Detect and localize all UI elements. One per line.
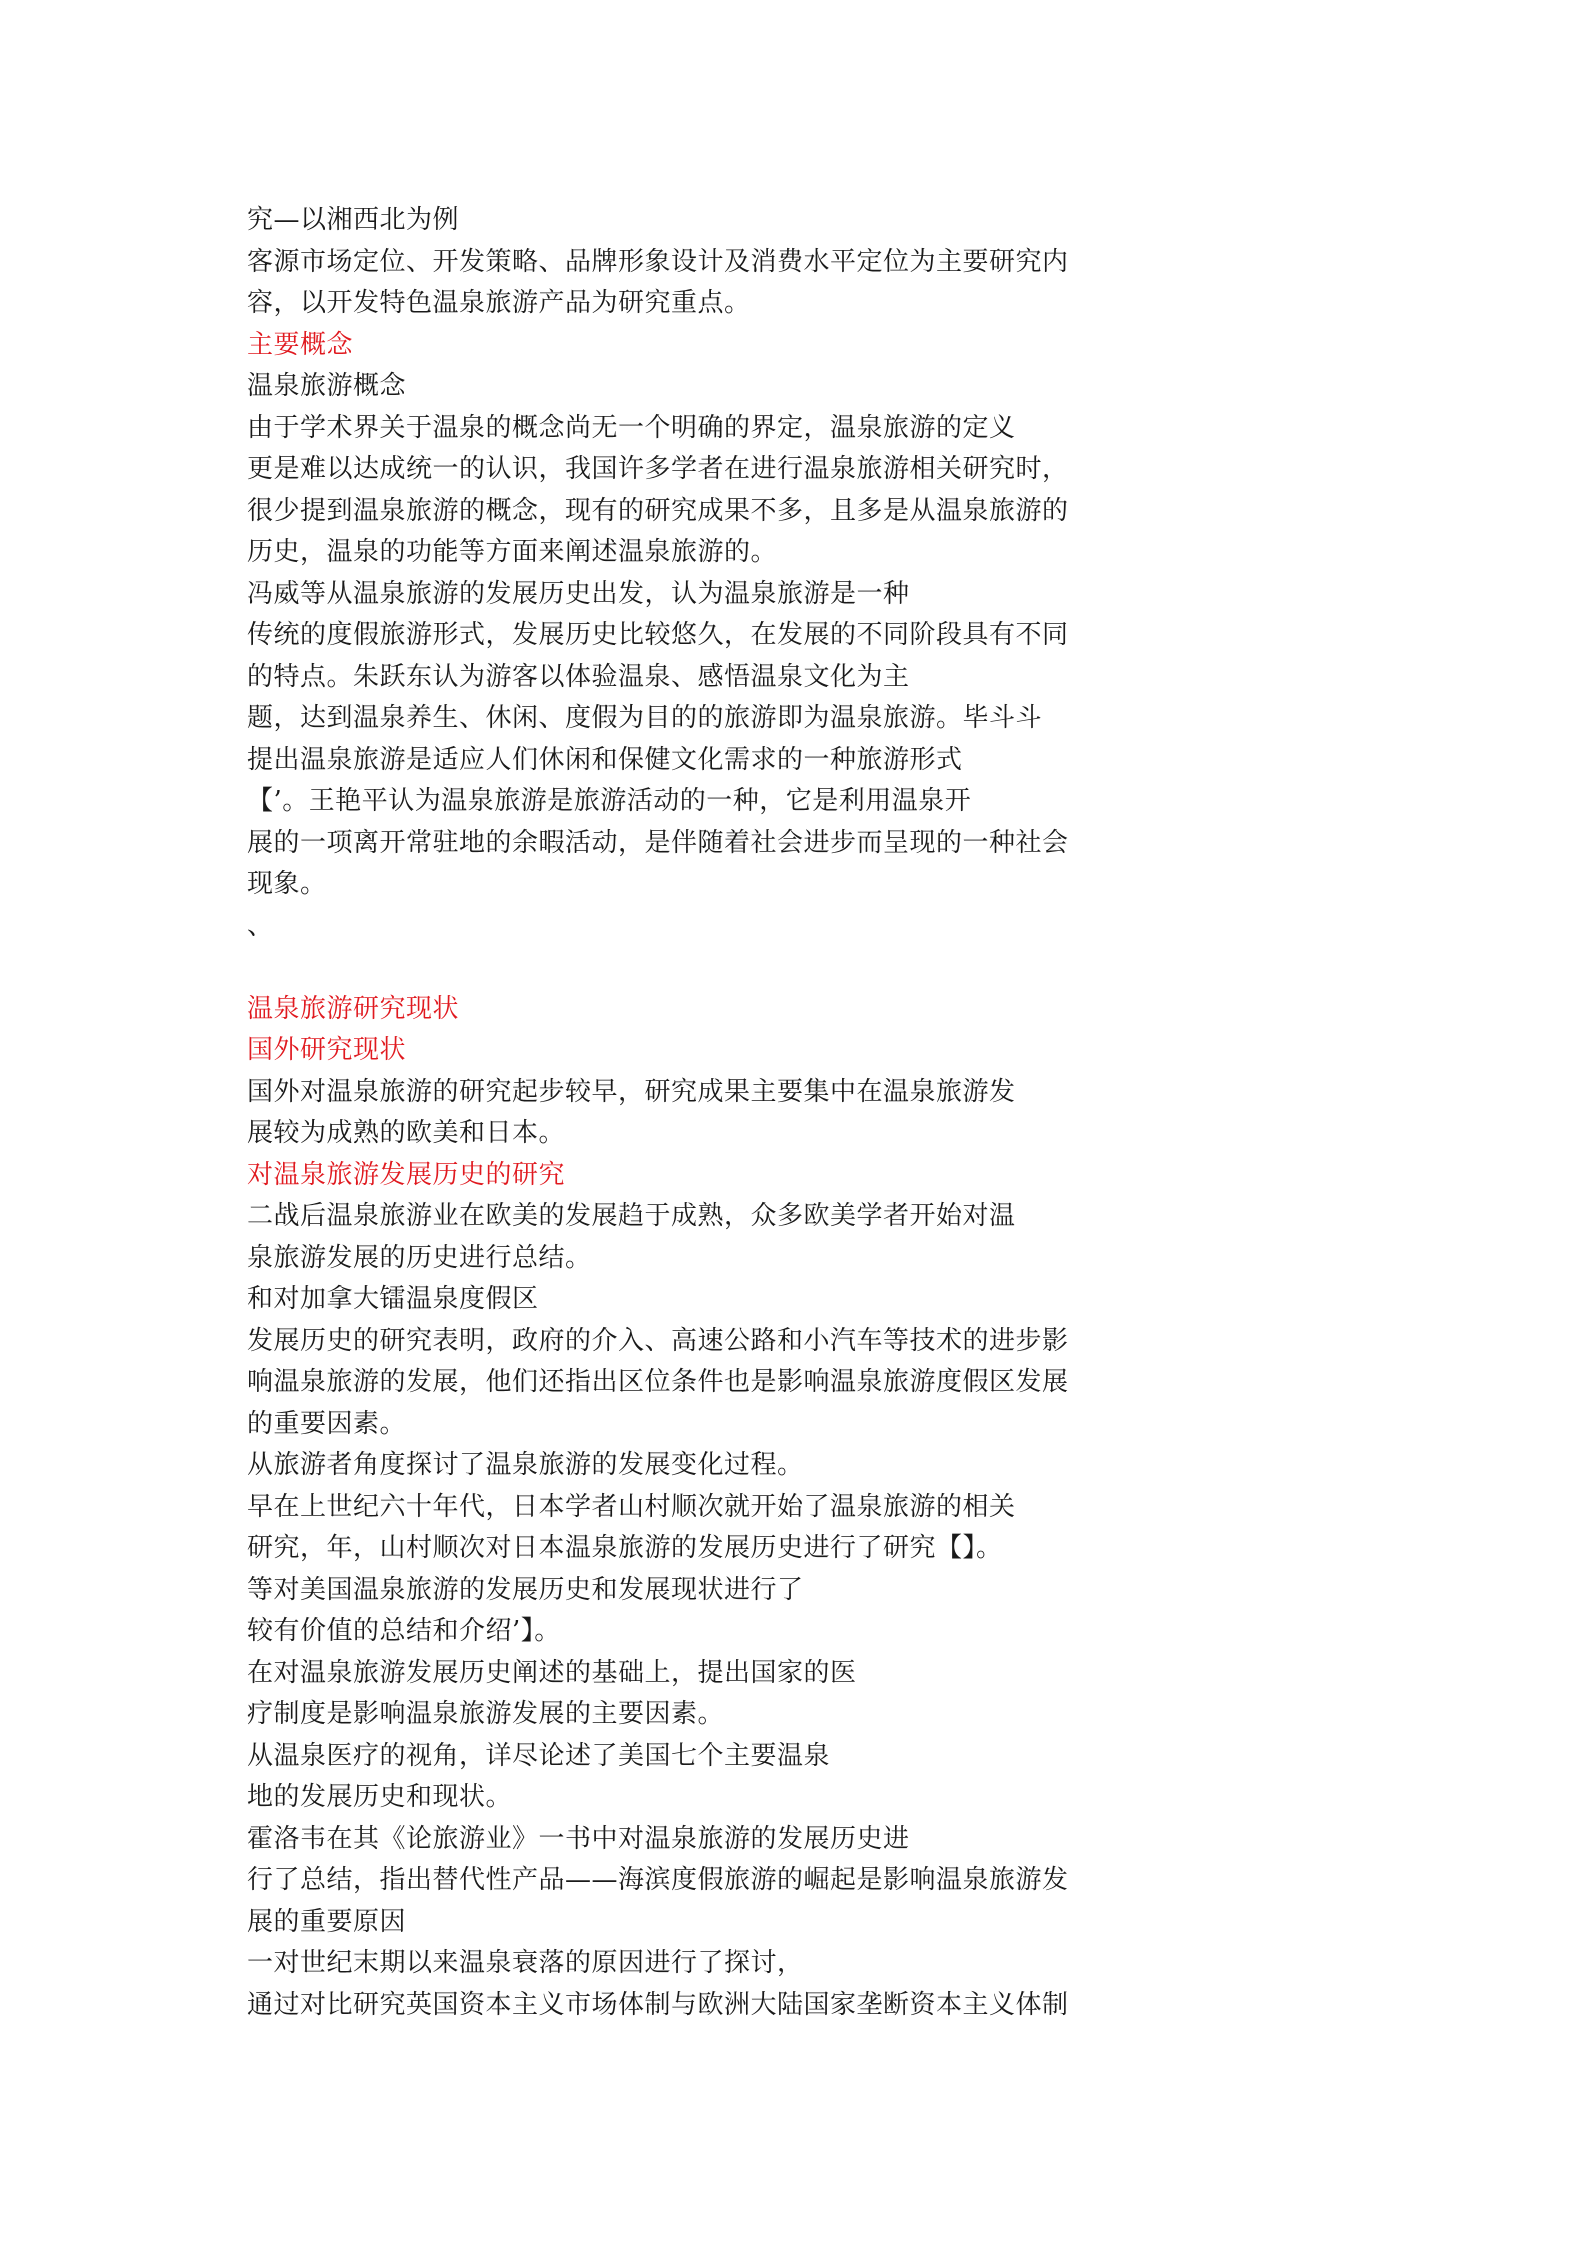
section-heading: 对温泉旅游发展历史的研究 — [247, 1159, 566, 1190]
text-line: 较有价值的总结和介绍’】。 — [247, 1616, 561, 1646]
text-line: 展较为成熟的欧美和日本。 — [247, 1118, 566, 1148]
text-line: 霍洛韦在其《论旅游业》一书中对温泉旅游的发展历史进 — [247, 1823, 910, 1854]
text-line: 等对美国温泉旅游的发展历史和发展现状进行了 — [247, 1574, 804, 1605]
section-heading: 主要概念 — [247, 329, 354, 360]
text-line: 展的一项离开常驻地的余暇活动，是伴随着社会进步而呈现的一种社会 — [247, 827, 1069, 858]
text-line: 行了总结，指出替代性产品——海滨度假旅游的崛起是影响温泉旅游发 — [247, 1865, 1069, 1895]
text-line: 疗制度是影响温泉旅游发展的主要因素。 — [247, 1699, 725, 1729]
text-line: 容，以开发特色温泉旅游产品为研究重点。 — [247, 288, 751, 318]
text-line: 二战后温泉旅游业在欧美的发展趋于成熟，众多欧美学者开始对温 — [247, 1201, 1016, 1231]
text-line: 由于学术界关于温泉的概念尚无一个明确的界定，温泉旅游的定义 — [247, 412, 1016, 443]
text-line: 和对加拿大镭温泉度假区 — [247, 1284, 539, 1314]
text-line: 从旅游者角度探讨了温泉旅游的发展变化过程。 — [247, 1450, 804, 1480]
text-line: 很少提到温泉旅游的概念，现有的研究成果不多，且多是从温泉旅游的 — [247, 495, 1069, 526]
text-line: 题，达到温泉养生、休闲、度假为目的的旅游即为温泉旅游。毕斗斗 — [247, 703, 1043, 733]
text-line: 早在上世纪六十年代，日本学者山村顺次就开始了温泉旅游的相关 — [247, 1491, 1016, 1522]
text-line: 温泉旅游概念 — [247, 371, 407, 401]
text-line: 现象。 — [247, 869, 327, 899]
section-heading: 国外研究现状 — [247, 1035, 407, 1065]
text-line: 通过对比研究英国资本主义市场体制与欧洲大陆国家垄断资本主义体制 — [247, 1989, 1069, 2020]
text-line: 从温泉医疗的视角，详尽论述了美国七个主要温泉 — [247, 1740, 831, 1771]
text-line: 的重要因素。 — [247, 1408, 407, 1439]
text-line: 客源市场定位、开发策略、品牌形象设计及消费水平定位为主要研究内 — [247, 246, 1069, 277]
text-line: 究—以湘西北为例 — [247, 205, 460, 235]
document-body — [247, 200, 1377, 2026]
text-line: 发展历史的研究表明，政府的介入、高速公路和小汽车等技术的进步影 — [247, 1325, 1069, 1356]
text-line: 在对温泉旅游发展历史阐述的基础上，提出国家的医 — [247, 1657, 857, 1688]
text-line: 传统的度假旅游形式，发展历史比较悠久，在发展的不同阶段具有不同 — [247, 620, 1069, 650]
text-line: 提出温泉旅游是适应人们休闲和保健文化需求的一种旅游形式 — [247, 744, 963, 775]
text-line: 国外对温泉旅游的研究起步较早，研究成果主要集中在温泉旅游发 — [247, 1076, 1016, 1107]
text-line: 更是难以达成统一的认识，我国许多学者在进行温泉旅游相关研究时， — [247, 454, 1069, 484]
text-line: 展的重要原因 — [247, 1906, 407, 1937]
text-line: 历史，温泉的功能等方面来阐述温泉旅游的。 — [247, 537, 778, 567]
text-line: 冯威等从温泉旅游的发展历史出发，认为温泉旅游是一种 — [247, 578, 910, 609]
text-line — [247, 947, 1377, 989]
text-line: 的特点。朱跃东认为游客以体验温泉、感悟温泉文化为主 — [247, 661, 910, 692]
text-line: 研究，年，山村顺次对日本温泉旅游的发展历史进行了研究【】。 — [247, 1533, 1003, 1563]
text-line: 、 — [247, 910, 274, 941]
text-line: 响温泉旅游的发展，他们还指出区位条件也是影响温泉旅游度假区发展 — [247, 1367, 1069, 1397]
text-line: 一对世纪末期以来温泉衰落的原因进行了探讨， — [247, 1948, 804, 1978]
text-line: 地的发展历史和现状。 — [247, 1782, 513, 1812]
text-line: 【’。王艳平认为温泉旅游是旅游活动的一种，它是利用温泉开 — [247, 786, 972, 816]
section-heading: 温泉旅游研究现状 — [247, 993, 460, 1024]
text-line: 泉旅游发展的历史进行总结。 — [247, 1242, 592, 1273]
